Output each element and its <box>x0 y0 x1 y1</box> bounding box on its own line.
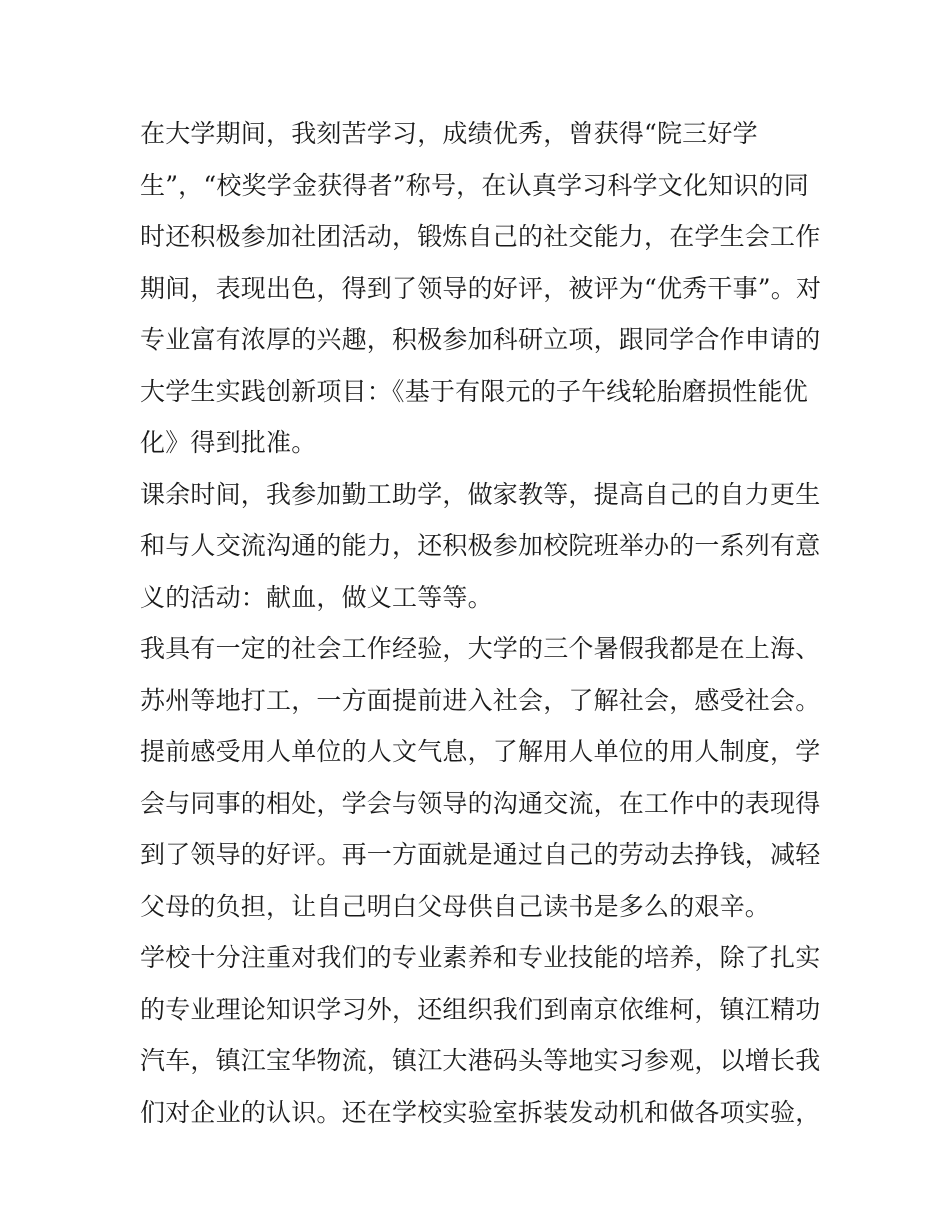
text-line: 生”，“校奖学金获得者”称号，在认真学习科学文化知识的同 <box>140 170 809 200</box>
body-text <box>140 108 820 1138</box>
text-line: 提前感受用人单位的人文气息，了解用人单位的用人制度，学 <box>140 737 821 766</box>
text-line: 的专业理论知识学习外，还组织我们到南京依维柯，镇江精功 <box>140 994 821 1024</box>
text-line: 时还积极参加社团活动，锻炼自己的社交能力，在学生会工作 <box>140 222 821 251</box>
text-line: 父母的负担，让自己明白父母供自己读书是多么的艰辛。 <box>140 891 771 921</box>
text-line: 学校十分注重对我们的专业素养和专业技能的培养，除了扎实 <box>140 943 821 972</box>
text-line: 和与人交流沟通的能力，还积极参加校院班举办的一系列有意 <box>140 531 821 560</box>
text-line: 在大学期间，我刻苦学习，成绩优秀，曾获得“院三好学 <box>140 119 758 148</box>
text-line: 我具有一定的社会工作经验，大学的三个暑假我都是在上海、 <box>140 634 821 663</box>
text-line: 课余时间，我参加勤工助学，做家教等，提高自己的自力更生 <box>140 479 821 509</box>
text-line: 到了领导的好评。再一方面就是通过自己的劳动去挣钱，减轻 <box>140 840 821 869</box>
text-line: 大学生实践创新项目：《基于有限元的子午线轮胎磨损性能优 <box>140 376 808 406</box>
text-line: 专业富有浓厚的兴趣，积极参加科研立项，跟同学合作申请的 <box>140 325 821 354</box>
text-line: 期间，表现出色，得到了领导的好评，被评为“优秀干事”。对 <box>140 273 822 303</box>
text-line: 苏州等地打工，一方面提前进入社会，了解社会，感受社会。 <box>140 685 821 715</box>
text-line: 义的活动：献血，做义工等等。 <box>140 582 493 612</box>
text-line: 会与同事的相处，学会与领导的沟通交流，在工作中的表现得 <box>140 788 821 818</box>
text-line: 汽车，镇江宝华物流，镇江大港码头等地实习参观，以增长我 <box>140 1046 821 1075</box>
text-line: 们对企业的认识。还在学校实验室拆装发动机和做各项实验， <box>140 1097 821 1127</box>
text-line: 化》得到批准。 <box>140 428 317 457</box>
